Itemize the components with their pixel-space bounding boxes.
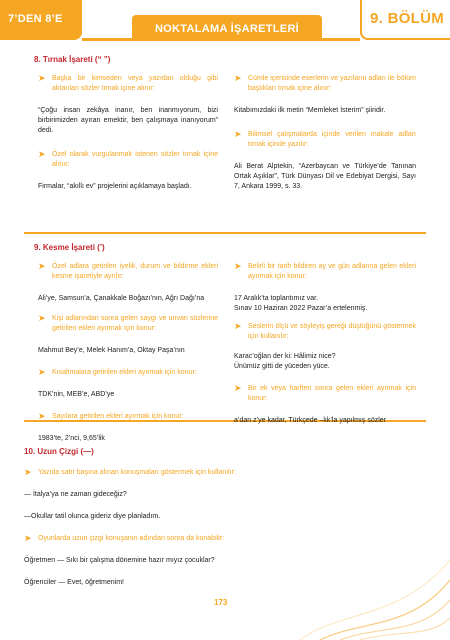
section-10-title: 10. Uzun Çizgi (—) bbox=[24, 447, 94, 456]
example-text: Ali’ye, Samsun’a, Çanakkale Boğazı’nın, Ağrı Dağı’na bbox=[38, 295, 205, 302]
example-text: 17 Aralık’ta toplantımız var. bbox=[234, 295, 319, 302]
example-text: Sınav 10 Haziran 2022 Pazar’a ertelenmiş. bbox=[234, 305, 368, 312]
arrow-icon: ➤ bbox=[38, 411, 46, 421]
section-9-left-column bbox=[38, 262, 218, 444]
bullet-rule: ➤ Başka bir kimseden veya yazıdan olduğu gibi aktarılan sözler tırnak içine alınır: bbox=[38, 73, 218, 92]
bullet-rule: ➤ Özel olarak vurgulanmak istenen sözler tırnak içine alınır: bbox=[38, 149, 218, 168]
example-text: Karac’oğlan der ki: Hâlimiz nice? bbox=[234, 353, 336, 360]
chapter-tab bbox=[360, 0, 450, 40]
bullet-rule: ➤ Seslerin ölçü ve söyleyiş gereği düştüğünü göstermek için kullanılır: bbox=[234, 321, 416, 340]
example-text: Mahmut Bey’e, Melek Hanım’a, Oktay Paşa’nın bbox=[38, 347, 185, 354]
arrow-icon: ➤ bbox=[234, 129, 242, 139]
arrow-icon: ➤ bbox=[38, 73, 46, 83]
chapter-label: 9. BÖLÜM bbox=[370, 10, 445, 27]
example-text: Ali Berat Alptekin, “Azerbaycan ve Türkiye’de Tanınan Ortak Aşıklar”, Türk Dünyası Dil ve Edebiyat Dergisi, Sayı 7, Ankara 1999, s. 33. bbox=[234, 163, 416, 190]
footer bbox=[0, 590, 450, 640]
page-title: NOKTALAMA İŞARETLERİ bbox=[132, 15, 322, 41]
bullet-rule: ➤ Bir ek veya harften sonra gelen ekleri ayırmak için konur: bbox=[234, 383, 416, 402]
section-8-right-column bbox=[234, 74, 416, 192]
example-text: Firmalar, “akıllı ev” projelerini açıklamaya başladı. bbox=[38, 183, 192, 190]
page-number: 173 bbox=[214, 598, 228, 607]
bullet-rule: ➤ Belirli bir tarih bildiren ay ve gün adlarına gelen ekleri ayırmak için konur: bbox=[234, 261, 416, 280]
arrow-icon: ➤ bbox=[38, 261, 46, 271]
bullet-rule: ➤ Sayılara getirilen ekleri ayırmak için konur: bbox=[38, 411, 184, 421]
section-8-left-column bbox=[38, 74, 218, 192]
bullet-rule: ➤ Yazıda satır başına alınan konuşmaları göstermek için kullanılır: bbox=[24, 467, 236, 477]
bullet-rule: ➤ Özel adlara getirilen iyelik, durum ve bildirme ekleri kesme işaretiyle ayrılır: bbox=[38, 261, 218, 280]
example-text: —Okullar tatil olunca gideriz diye planladım. bbox=[24, 513, 161, 520]
example-text: a’dan z’ye kadar, Türkçede –lık’la yapılmış sözler bbox=[234, 417, 386, 424]
arrow-icon: ➤ bbox=[234, 321, 242, 331]
example-text: Ünümüz gitti de yüceden yüce. bbox=[234, 363, 330, 370]
arrow-icon: ➤ bbox=[24, 467, 32, 477]
example-text: TDK’nin, MEB’e, ABD’ye bbox=[38, 391, 115, 398]
arrow-icon: ➤ bbox=[234, 261, 242, 271]
bullet-rule: ➤ Kısaltmalara getirilen ekleri ayırmak için konur: bbox=[38, 367, 197, 377]
bullet-rule: ➤ Cümle içerisinde eserlerin ve yazıların adları ile bölüm başlıkları tırnak içine alınır: bbox=[234, 73, 416, 92]
example-text: “Çoğu insan zekâya inanır, ben inanmıyorum, bizi birbirimizden ayıran emektir, ben çalışmaya inanıyorum” dedi. bbox=[38, 107, 218, 134]
arrow-icon: ➤ bbox=[234, 383, 242, 393]
bullet-rule: ➤ Kişi adlarından sonra gelen saygı ve unvan sözlerine getirilen ekleri ayırmak için konur: bbox=[38, 313, 218, 332]
example-text: — İtalya’ya ne zaman gideceğiz? bbox=[24, 491, 127, 498]
arrow-icon: ➤ bbox=[38, 367, 46, 377]
arrow-icon: ➤ bbox=[234, 73, 242, 83]
arrow-icon: ➤ bbox=[38, 149, 46, 159]
example-text: 1983’te, 2’nci, 9,65’lik bbox=[38, 435, 105, 442]
grade-tab bbox=[0, 0, 82, 40]
bullet-rule: ➤ Oyunlarda uzun çizgi konuşanın adından sonra da konabilir: bbox=[24, 533, 225, 543]
example-text: Kitabımızdaki ilk metin “Memleket İsterim” şiiridir. bbox=[234, 107, 386, 114]
section-9-title: 9. Kesme İşareti (’) bbox=[34, 243, 105, 252]
arrow-icon: ➤ bbox=[38, 313, 46, 323]
example-text: Öğrenciler — Evet, öğretmenim! bbox=[24, 579, 124, 586]
bullet-rule: ➤ Bilimsel çalışmalarda içinde verilen makale adları tırnak içinde yazılır: bbox=[234, 129, 416, 148]
section-8-title: 8. Tırnak İşareti (“ ”) bbox=[34, 55, 111, 64]
arrow-icon: ➤ bbox=[24, 533, 32, 543]
grade-label: 7’DEN 8’E bbox=[8, 13, 63, 25]
section-9-right-column bbox=[234, 262, 416, 426]
example-text: Öğretmen — Sıkı bir çalışma dönemine hazır mıyız çocuklar? bbox=[24, 557, 215, 564]
